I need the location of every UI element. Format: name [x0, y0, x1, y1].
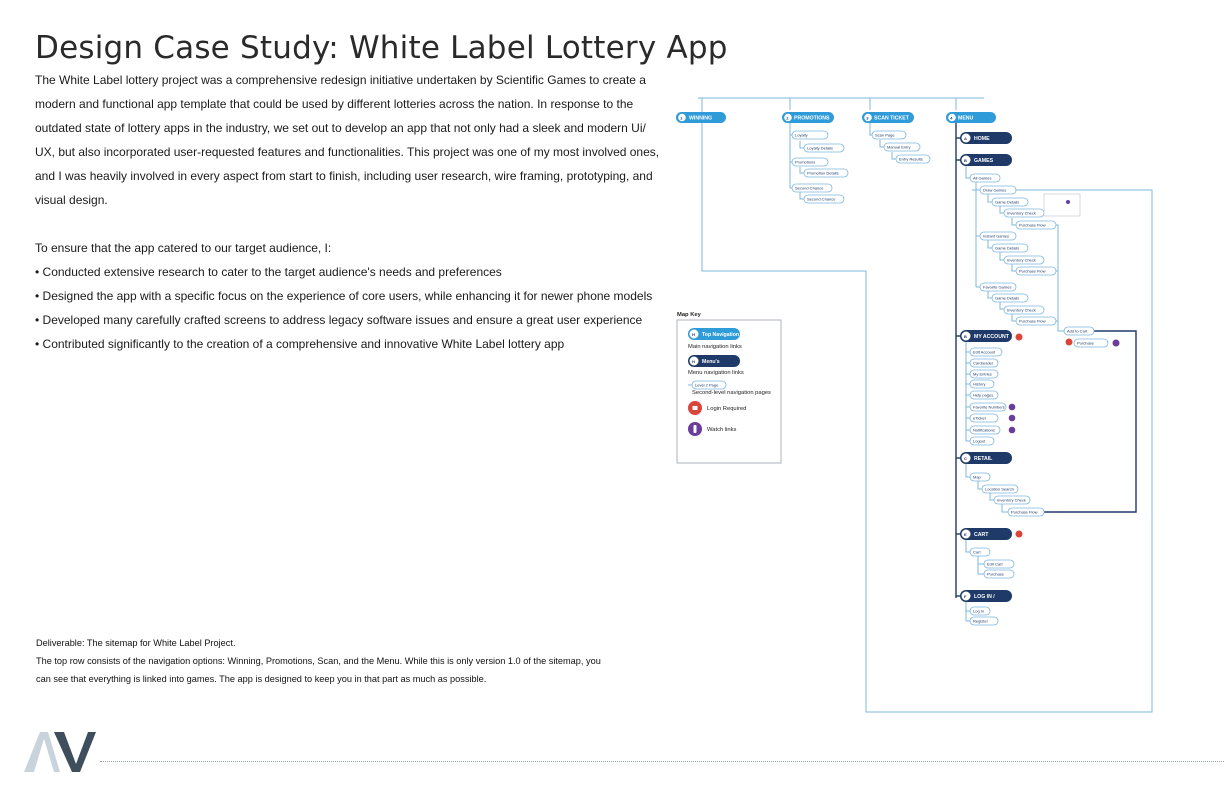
av-logo [24, 728, 98, 774]
svg-text:Edit Cart: Edit Cart [987, 561, 1003, 567]
svg-text:F: F [964, 594, 967, 599]
account-children [966, 348, 1015, 445]
svg-text:PROMOTIONS: PROMOTIONS [794, 115, 830, 122]
svg-text:Level 2 Page: Level 2 Page [695, 382, 719, 388]
svg-text:Scan Page: Scan Page [875, 132, 895, 138]
svg-text:Second-level navigation pages: Second-level navigation pages [692, 390, 771, 396]
svg-text:E: E [964, 532, 967, 537]
svg-text:Loyalty Details: Loyalty Details [807, 145, 834, 151]
svg-text:H: H [692, 359, 695, 364]
svg-text:Edit Account: Edit Account [973, 349, 996, 355]
svg-text:Cardreader: Cardreader [973, 360, 994, 366]
goals-section [35, 236, 660, 356]
sitemap-diagram [672, 88, 1172, 718]
svg-text:History: History [973, 381, 986, 387]
svg-text:All Games: All Games [973, 175, 992, 181]
svg-text:Logout: Logout [973, 438, 986, 444]
svg-text:MY ACCOUNT: MY ACCOUNT [974, 334, 1009, 340]
list-item: • Designed the app with a specific focus on the experience of core users, while enhancing it for newer phone models [35, 284, 660, 308]
svg-text:Menu's: Menu's [702, 359, 720, 365]
svg-text:C: C [964, 456, 967, 461]
svg-text:Entry Results: Entry Results [899, 156, 923, 162]
logo-a-left-stroke [24, 732, 46, 772]
svg-text:Inventory Check: Inventory Check [1007, 307, 1036, 313]
svg-text:Add to Cart: Add to Cart [1067, 328, 1088, 334]
svg-text:Game Details: Game Details [995, 199, 1020, 205]
login-required-icon [1016, 334, 1023, 341]
deliverable-caption [36, 634, 616, 688]
retail-children [970, 473, 1044, 516]
svg-text:B: B [964, 334, 967, 339]
svg-text:Game Details: Game Details [995, 245, 1020, 251]
deliverable-description: The top row consists of the navigation options: Winning, Promotions, Scan, and the Menu. While this is only version 1.0 of the sitemap, you can see that everything is linked into games. The app is designed to keep you in that part as much as possible. [36, 656, 601, 684]
list-item: • Developed many carefully crafted screens to address legacy software issues and ensure a great user experience [35, 308, 660, 332]
svg-text:Loyalty: Loyalty [795, 132, 808, 138]
svg-text:Map Key: Map Key [677, 312, 701, 318]
goals-list [35, 260, 660, 356]
svg-text:HOME: HOME [974, 136, 990, 142]
footer-divider [100, 761, 1224, 762]
top-nav-scan-ticket [862, 112, 914, 123]
svg-text:Register: Register [973, 618, 988, 624]
svg-text:eTicket: eTicket [973, 415, 986, 421]
list-item: • Conducted extensive research to cater to the target audience's needs and preferences [35, 260, 660, 284]
map-key [677, 312, 781, 463]
svg-text:Cart: Cart [973, 549, 981, 555]
svg-text:Watch links: Watch links [707, 427, 737, 433]
cart-children [970, 548, 1014, 578]
top-nav-winning [676, 112, 726, 123]
svg-text:Top Navigation: Top Navigation [702, 332, 740, 338]
svg-text:Purchase Flow: Purchase Flow [1019, 268, 1046, 274]
login-children [970, 607, 998, 625]
svg-text:Purchase: Purchase [987, 571, 1004, 577]
svg-text:Purchase: Purchase [1077, 340, 1094, 346]
top-nav-menu [946, 112, 996, 123]
svg-text:Login Required: Login Required [707, 406, 747, 412]
svg-text:Second Chance: Second Chance [795, 185, 824, 191]
svg-text:Inventory Check: Inventory Check [997, 497, 1026, 503]
svg-text:GAMES: GAMES [974, 158, 994, 164]
watch-link-icon [1066, 200, 1070, 204]
svg-text:WINNING: WINNING [689, 115, 713, 122]
logo-v-shape [54, 732, 96, 772]
svg-text:Favorite Numbers: Favorite Numbers [973, 404, 1005, 410]
goals-heading: To ensure that the app catered to our target audience, I: [35, 241, 332, 255]
top-nav-promotions [782, 112, 834, 123]
svg-text:Inventory Check: Inventory Check [1007, 210, 1036, 216]
svg-text:A: A [964, 136, 967, 141]
wireframe-thumbnail [1044, 194, 1080, 216]
svg-text:Log In: Log In [973, 608, 985, 614]
svg-text:Purchase Flow: Purchase Flow [1019, 318, 1046, 324]
svg-text:Favorite Games: Favorite Games [983, 284, 1012, 290]
svg-text:Inventory Check: Inventory Check [1007, 257, 1036, 263]
svg-text:Game Details: Game Details [995, 295, 1020, 301]
svg-text:1: 1 [680, 115, 683, 121]
cart-flow [1064, 327, 1120, 347]
intro-paragraph: The White Label lottery project was a comprehensive redesign initiative undertaken by Scientific Games to create a modern and functional app template that could be used by different lotteries across the nation. In response to the outdated state of lottery apps in the industry, we set out to develop an app that not only had a sleek and modern Ui/ UX, but also incorporated user-requested features and functionalities. This project was one of my most involved ones, and I was heavily involved in every aspect from start to finish, including user research, wire framing, prototyping, and visual design. [35, 73, 660, 207]
list-item: • Contributed significantly to the creation of a comprehensive and innovative White Label lottery app [35, 332, 660, 356]
svg-text:CART: CART [974, 532, 989, 538]
svg-text:Help pages: Help pages [973, 392, 994, 398]
svg-text:MENU: MENU [958, 115, 974, 122]
svg-text:Purchase Flow: Purchase Flow [1019, 222, 1046, 228]
games-children [970, 174, 1056, 325]
svg-text:3: 3 [866, 115, 869, 121]
svg-text:Location Search: Location Search [985, 486, 1014, 492]
svg-text:Purchase Flow: Purchase Flow [1011, 509, 1038, 515]
svg-text:H: H [692, 332, 695, 337]
svg-text:My Entries: My Entries [973, 371, 992, 377]
svg-text:B: B [964, 158, 967, 163]
svg-text:Manual Entry: Manual Entry [887, 144, 911, 150]
svg-text:Instant Games: Instant Games [983, 233, 1010, 239]
svg-text:2: 2 [786, 115, 789, 121]
svg-text:Menu navigation links: Menu navigation links [688, 370, 744, 376]
svg-text:Promotions: Promotions [795, 159, 816, 165]
svg-text:LOG IN /: LOG IN / [974, 594, 995, 600]
svg-text:Draw Games: Draw Games [983, 187, 1007, 193]
svg-text:Second Chance: Second Chance [807, 196, 836, 202]
svg-text:Map: Map [973, 474, 981, 480]
page-title: Design Case Study: White Label Lottery App [35, 30, 728, 66]
svg-text:Notifications: Notifications [973, 427, 995, 433]
svg-text:4: 4 [950, 115, 953, 121]
svg-text:SCAN TICKET: SCAN TICKET [874, 115, 909, 122]
login-required-icon [1016, 531, 1023, 538]
svg-text:Main navigation links: Main navigation links [688, 344, 742, 350]
svg-text:RETAIL: RETAIL [974, 456, 993, 462]
svg-text:Promotion Details: Promotion Details [807, 170, 839, 176]
deliverable-title: Deliverable: The sitemap for White Label Project. [36, 638, 236, 648]
